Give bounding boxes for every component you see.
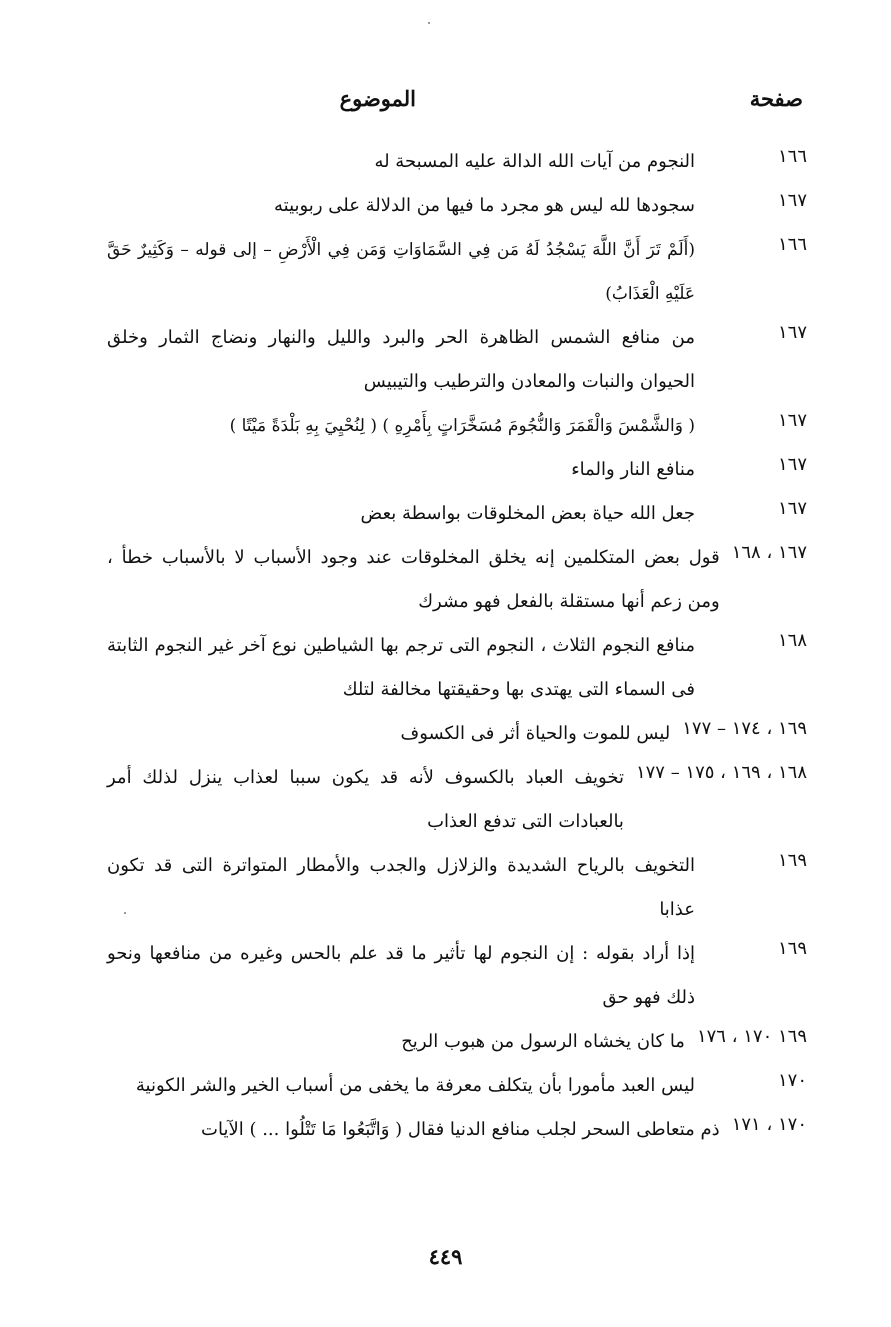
entry-subject: ذم متعاطى السحر لجلب منافع الدنيا فقال ( وَاتَّبَعُوا مَا تَتْلُوا ... ) الآيات [201, 1119, 720, 1140]
subject-column-header: الموضوع [339, 86, 416, 111]
index-entry [107, 536, 807, 624]
entry-subject: النجوم من آيات الله الدالة عليه المسبحة له [374, 151, 695, 172]
entry-page-numbers: ١٦٧ [777, 322, 807, 343]
entry-subject: (أَلَمْ تَرَ أَنَّ اللَّهَ يَسْجُدُ لَهُ مَن فِي السَّمَاوَاتِ وَمَن فِي الْأَرْضِ – إلى قوله – وَكَثِيرٌ حَقَّ عَلَيْهِ الْعَذَابُ) [107, 240, 695, 304]
entry-page-numbers: ١٦٨ [777, 630, 807, 651]
entry-page-numbers: ١٦٨ ، ١٦٩ ، ١٧٥ – ١٧٧ [635, 762, 807, 783]
entry-page-numbers: ١٦٩ [777, 850, 807, 871]
scan-speck [428, 22, 430, 24]
entry-subject: سجودها لله ليس هو مجرد ما فيها من الدلالة على ربوبيته [273, 195, 695, 216]
entry-subject: إذا أراد بقوله : إن النجوم لها تأثير ما قد علم بالحس وغيره من منافعها ونحو ذلك فهو حق [107, 943, 695, 1008]
index-entries [107, 140, 807, 1152]
page-number: ٤٤٩ [428, 1244, 463, 1269]
entry-subject: ليس للموت والحياة أثر فى الكسوف [400, 723, 671, 744]
entry-subject: من منافع الشمس الظاهرة الحر والبرد والليل والنهار ونضاج الثمار وخلق الحيوان والنبات والمعادن والترطيب والتيبيس [107, 327, 695, 392]
index-entry [107, 624, 807, 712]
index-entry [107, 404, 807, 448]
index-entry [107, 492, 807, 536]
index-entry [107, 1064, 807, 1108]
entry-subject: ما كان يخشاه الرسول من هبوب الريح [401, 1031, 685, 1052]
index-entry [107, 228, 807, 316]
index-entry [107, 756, 807, 844]
page-column-header: صفحة [749, 86, 803, 111]
entry-page-numbers: ١٦٩ ١٧٠ ، ١٧٦ [696, 1026, 807, 1047]
entry-page-numbers: ١٧٠ ، ١٧١ [731, 1114, 807, 1135]
index-entry [107, 712, 807, 756]
entry-subject: تخويف العباد بالكسوف لأنه قد يكون سببا لعذاب ينزل لذلك أمر بالعبادات التى تدفع العذاب [107, 767, 624, 832]
index-entry [107, 184, 807, 228]
index-entry [107, 1020, 807, 1064]
entry-page-numbers: ١٦٩ ، ١٧٤ – ١٧٧ [682, 718, 807, 739]
entry-page-numbers: ١٦٧ [777, 454, 807, 475]
entry-page-numbers: ١٦٧ [777, 190, 807, 211]
entry-page-numbers: ١٧٠ [777, 1070, 807, 1091]
index-entry [107, 844, 807, 932]
entry-page-numbers: ١٦٦ [777, 234, 807, 255]
index-entry [107, 1108, 807, 1152]
scan-speck [124, 912, 126, 914]
entry-page-numbers: ١٦٩ [777, 938, 807, 959]
index-entry [107, 316, 807, 404]
index-entry [107, 140, 807, 184]
entry-subject: منافع النجوم الثلاث ، النجوم التى ترجم بها الشياطين نوع آخر غير النجوم الثابتة فى السماء التى يهتدى بها وحقيقتها مخالفة لتلك [107, 635, 695, 700]
entry-subject: ( وَالشَّمْسَ وَالْقَمَرَ وَالنُّجُومَ مُسَخَّرَاتٍ بِأَمْرِهِ ) ( لِنُحْيِيَ بِهِ بَلْدَةً مَيْتًا ) [229, 416, 695, 436]
entry-page-numbers: ١٦٧ [777, 410, 807, 431]
entry-page-numbers: ١٦٧ [777, 498, 807, 519]
entry-subject: جعل الله حياة بعض المخلوقات بواسطة بعض [360, 503, 695, 524]
index-entry [107, 932, 807, 1020]
entry-subject: منافع النار والماء [571, 459, 695, 480]
entry-subject: قول بعض المتكلمين إنه يخلق المخلوقات عند وجود الأسباب لا بالأسباب خطأ ، ومن زعم أنها مستقلة بالفعل فهو مشرك [107, 547, 720, 612]
index-entry [107, 448, 807, 492]
entry-subject: ليس العبد مأمورا بأن يتكلف معرفة ما يخفى من أسباب الخير والشر الكونية [135, 1075, 695, 1096]
entry-subject: التخويف بالرياح الشديدة والزلازل والجدب والأمطار المتواترة التى قد تكون عذابا [107, 855, 695, 920]
entry-page-numbers: ١٦٧ ، ١٦٨ [731, 542, 807, 563]
entry-page-numbers: ١٦٦ [777, 146, 807, 167]
